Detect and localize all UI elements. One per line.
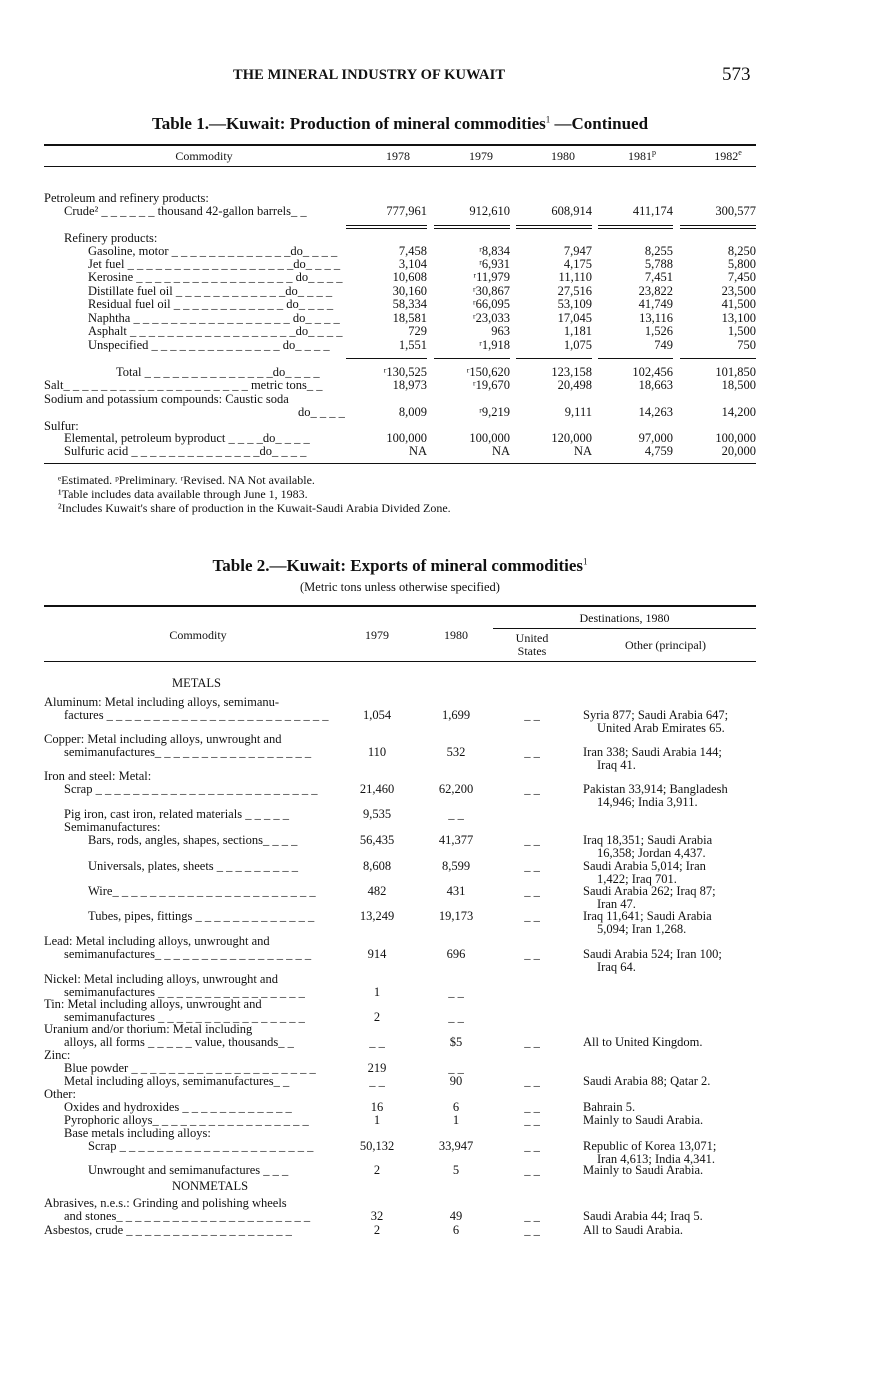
table2-cell-1980: 6	[452, 1100, 460, 1114]
table2-section-heading: METALS	[172, 676, 221, 690]
sum-rule	[598, 358, 673, 359]
table1-cell: 300,577	[715, 204, 756, 218]
table2-row-label: Asbestos, crude _ _ _ _ _ _ _ _ _ _ _ _ _ _ _ _ _ _	[44, 1223, 292, 1237]
table1-cell: 14,200	[721, 405, 756, 419]
sum-rule	[598, 228, 673, 229]
table2-cell-1980: 8,599	[441, 859, 471, 873]
table1-cell: 7,947	[563, 244, 592, 258]
table2-cell-1980: _ _	[448, 807, 464, 821]
table2-row-label: Base metals including alloys:	[64, 1126, 211, 1140]
table1-cell: 101,850	[715, 365, 756, 379]
table1-cell: 411,174	[632, 204, 673, 218]
table1-cell: ʳ11,979	[473, 270, 510, 284]
table2-cell-other: Saudi Arabia 524; Iran 100;	[583, 947, 722, 961]
table1-cell: ʳ130,525	[383, 365, 427, 379]
table2-row-label: Iron and steel: Metal:	[44, 769, 152, 783]
table2-cell-1979: 56,435	[359, 833, 395, 847]
table1-cell: 4,175	[563, 257, 592, 271]
table2-cell-us: _ _	[524, 1074, 540, 1088]
table1-col-header: 1978	[386, 149, 410, 163]
table2-row-label: semimanufactures_ _ _ _ _ _ _ _ _ _ _ _ _ _ _ _ _	[64, 745, 312, 759]
table2-cell-us: _ _	[524, 782, 540, 796]
table1-cell: 4,759	[644, 444, 673, 458]
table2-caption: Table 2.—Kuwait: Exports of mineral commodities$^1$	[212, 556, 588, 575]
table1-cell: NA	[408, 444, 427, 458]
table1-cell: 53,109	[557, 297, 592, 311]
table2-row-label: Scrap _ _ _ _ _ _ _ _ _ _ _ _ _ _ _ _ _ _ _ _ _ _ _ _	[64, 782, 318, 796]
table2-cell-other: Republic of Korea 13,071;	[583, 1139, 717, 1153]
sum-rule	[516, 228, 592, 229]
table2-cell-1980: _ _	[448, 1010, 464, 1024]
sum-rule	[346, 228, 427, 229]
table1-cell: 750	[737, 338, 756, 352]
table1-cell: NA	[573, 444, 592, 458]
table1-row-label: Elemental, petroleum byproduct _ _ _ _do_ _ _ _	[64, 431, 310, 445]
sum-rule	[680, 225, 756, 226]
table1-cell: 14,263	[638, 405, 673, 419]
table2-cell-1979: 2	[373, 1223, 381, 1237]
table1-row-label: Petroleum and refinery products:	[44, 191, 209, 205]
table2-cell-other: All to United Kingdom.	[583, 1035, 703, 1049]
table2-cell-1979: 2	[373, 1163, 381, 1177]
table1-footnote: ²Includes Kuwait's share of production in the Kuwait-Saudi Arabia Divided Zone.	[58, 501, 451, 515]
table1-cell: 100,000	[715, 431, 756, 445]
table1-row-label: Naphtha _ _ _ _ _ _ _ _ _ _ _ _ _ _ _ _ _ do_ _ _ _	[88, 311, 340, 325]
table2-row-label: Zinc:	[44, 1048, 71, 1062]
table2-row-label: Metal including alloys, semimanufactures_ _	[64, 1074, 290, 1088]
table2-cell-other: Saudi Arabia 44; Iraq 5.	[583, 1209, 703, 1223]
table2-cell-other: Saudi Arabia 262; Iraq 87;	[583, 884, 716, 898]
table1-cell: 8,250	[727, 244, 756, 258]
table1-cell: 27,516	[557, 284, 592, 298]
table2-row-label: Universals, plates, sheets _ _ _ _ _ _ _ _ _	[88, 859, 299, 873]
table2-cell-1980: 49	[449, 1209, 463, 1223]
table1-cell: 608,914	[551, 204, 592, 218]
table2-cell-other: United Arab Emirates 65.	[597, 721, 725, 735]
table2-row-label: Semimanufactures:	[64, 820, 161, 834]
table2-cell-us: _ _	[524, 947, 540, 961]
table2-col-commodity: Commodity	[169, 628, 227, 642]
table2-cell-1979: 219	[367, 1061, 387, 1075]
table2-cell-other: Syria 877; Saudi Arabia 647;	[583, 708, 729, 722]
table2-cell-us: _ _	[524, 859, 540, 873]
table1-cell: 17,045	[557, 311, 592, 325]
table2-cell-us: _ _	[524, 1209, 540, 1223]
table2-row-label: Blue powder _ _ _ _ _ _ _ _ _ _ _ _ _ _ _ _ _ _ _ _	[64, 1061, 316, 1075]
table2-row-label: Oxides and hydroxides _ _ _ _ _ _ _ _ _ _ _ _	[64, 1100, 292, 1114]
table1-caption: Table 1.—Kuwait: Production of mineral commodities$^1$ —Continued	[151, 114, 649, 133]
table2-cell-other: Saudi Arabia 88; Qatar 2.	[583, 1074, 711, 1088]
table2-cell-1979: 1	[373, 985, 381, 999]
table1-row-label: Refinery products:	[64, 231, 158, 245]
table2-cell-1980: 19,173	[438, 909, 474, 923]
table2-row-label: Unwrought and semimanufactures _ _ _	[88, 1163, 289, 1177]
table1-cell: 100,000	[469, 431, 510, 445]
table1-cell: ʳ150,620	[466, 365, 510, 379]
table2-row-label: factures _ _ _ _ _ _ _ _ _ _ _ _ _ _ _ _ _ _ _ _ _ _ _ _	[64, 708, 329, 722]
table1-row-label: Sulfur:	[44, 419, 79, 433]
destinations-rule	[493, 628, 756, 629]
sum-rule	[680, 228, 756, 229]
table1-cell: 123,158	[551, 365, 592, 379]
table1-footnote: ¹Table includes data available through June 1, 1983.	[58, 487, 308, 501]
table1-cell: ʳ66,095	[472, 297, 510, 311]
table1-cell: 749	[654, 338, 673, 352]
table1-footnote: ᵉEstimated. ᵖPreliminary. ʳRevised. NA Not available.	[58, 473, 315, 487]
table2-cell-us: _ _	[524, 1139, 540, 1153]
table1-row-label: Gasoline, motor _ _ _ _ _ _ _ _ _ _ _ _ _do_ _ _ _	[88, 244, 338, 258]
table1-cell: 120,000	[551, 431, 592, 445]
table2-cell-1980: 62,200	[438, 782, 474, 796]
table1-header-rule	[44, 166, 756, 167]
table2-cell-other: Iraq 41.	[597, 758, 636, 772]
table1-cell: 729	[408, 324, 427, 338]
table2-cell-other: Saudi Arabia 5,014; Iran	[583, 859, 706, 873]
table2-subtitle: (Metric tons unless otherwise specified)	[300, 580, 500, 594]
table2-cell-1979: 2	[373, 1010, 381, 1024]
table2-cell-other: Iran 338; Saudi Arabia 144;	[583, 745, 722, 759]
table2-top-rule	[44, 605, 756, 607]
table1-cell: 13,116	[639, 311, 673, 325]
table2-cell-1980: 90	[449, 1074, 463, 1088]
table2-cell-other: Iran 4,613; India 4,341.	[597, 1152, 716, 1166]
table1-cell: 41,500	[721, 297, 756, 311]
table1-row-label: Total _ _ _ _ _ _ _ _ _ _ _ _ _ _do_ _ _ _	[116, 365, 320, 379]
table2-col-1979: 1979	[365, 628, 389, 642]
table1-col-header: 1979	[469, 149, 493, 163]
table1-cell: 7,451	[644, 270, 673, 284]
table2-row-label: Pig iron, cast iron, related materials _ _ _ _ _	[64, 807, 289, 821]
sum-rule	[346, 358, 427, 359]
table2-cell-1979: 8,608	[362, 859, 392, 873]
table2-row-label: and stones_ _ _ _ _ _ _ _ _ _ _ _ _ _ _ _ _ _ _ _ _	[64, 1209, 311, 1223]
sum-rule	[516, 358, 592, 359]
table2-cell-1980: 1	[452, 1113, 460, 1127]
table1-row-label: Sodium and potassium compounds: Caustic soda	[44, 392, 289, 406]
table1-row-label: Kerosine _ _ _ _ _ _ _ _ _ _ _ _ _ _ _ _ _ do_ _ _ _	[88, 270, 343, 284]
table2-cell-1979: 32	[370, 1209, 384, 1223]
table2-cell-us: _ _	[524, 745, 540, 759]
table1-cell: 963	[491, 324, 510, 338]
table1-row-label: Unspecified _ _ _ _ _ _ _ _ _ _ _ _ _ _ do_ _ _ _	[88, 338, 330, 352]
table2-row-label: semimanufactures_ _ _ _ _ _ _ _ _ _ _ _ _ _ _ _ _	[64, 947, 312, 961]
table2-row-label: Pyrophoric alloys_ _ _ _ _ _ _ _ _ _ _ _ _ _ _ _ _	[64, 1113, 309, 1127]
sum-rule	[516, 225, 592, 226]
table2-cell-1980: 5	[452, 1163, 460, 1177]
table2-cell-1979: 9,535	[362, 807, 392, 821]
table2-cell-other: Bahrain 5.	[583, 1100, 636, 1114]
table2-cell-other: All to Saudi Arabia.	[583, 1223, 683, 1237]
table2-col-other: Other (principal)	[625, 638, 706, 652]
table1-cell: 23,822	[638, 284, 673, 298]
table2-row-label: Aluminum: Metal including alloys, semimanu-	[44, 695, 280, 709]
table2-cell-1980: 532	[446, 745, 466, 759]
table1-col-header: 1980	[551, 149, 575, 163]
table1-top-rule	[44, 144, 756, 146]
table2-row-label: Abrasives, n.e.s.: Grinding and polishing wheels	[44, 1196, 287, 1210]
table1-cell: ʳ1,918	[479, 338, 510, 352]
table2-row-label: semimanufactures _ _ _ _ _ _ _ _ _ _ _ _ _ _ _ _	[64, 985, 305, 999]
table2-row-label: Copper: Metal including alloys, unwrought and	[44, 732, 282, 746]
table1-row-label: Residual fuel oil _ _ _ _ _ _ _ _ _ _ _ _ do_ _ _ _	[88, 297, 334, 311]
table1-cell: 1,526	[644, 324, 673, 338]
table1-cell: 41,749	[638, 297, 673, 311]
table2-cell-us: _ _	[524, 833, 540, 847]
table2-cell-us: _ _	[524, 1100, 540, 1114]
table1-cell: 30,160	[392, 284, 427, 298]
table1-row-label: Crude² _ _ _ _ _ _ thousand 42-gallon barrels_ _	[64, 204, 307, 218]
table1-cell: ʳ30,867	[472, 284, 510, 298]
table1-cell: 1,181	[563, 324, 592, 338]
table1-cell: 23,500	[721, 284, 756, 298]
table1-cell: 18,500	[721, 378, 756, 392]
table2-header-rule	[44, 661, 756, 662]
table2-cell-us: _ _	[524, 884, 540, 898]
table1-cell: 3,104	[398, 257, 427, 271]
table1-cell: 18,663	[638, 378, 673, 392]
table1-cell: 13,100	[721, 311, 756, 325]
table1-bottom-rule	[44, 463, 756, 464]
table2-cell-1980: 431	[446, 884, 466, 898]
table2-cell-other: Mainly to Saudi Arabia.	[583, 1113, 704, 1127]
table1-cell: 777,961	[386, 204, 427, 218]
table1-cell: 5,800	[727, 257, 756, 271]
table1-cell: ʳ19,670	[472, 378, 510, 392]
sum-rule	[434, 358, 510, 359]
table1-cell: 11,110	[558, 270, 592, 284]
table2-col-united-states-2: States	[517, 644, 547, 658]
table2-col-1980: 1980	[444, 628, 468, 642]
table2-cell-1979: 482	[367, 884, 387, 898]
table2-row-label: semimanufactures _ _ _ _ _ _ _ _ _ _ _ _ _ _ _ _	[64, 1010, 305, 1024]
table1-cell: 912,610	[469, 204, 510, 218]
table1-cell: 1,500	[727, 324, 756, 338]
table2-cell-1980: _ _	[448, 1061, 464, 1075]
table1-cell: NA	[491, 444, 510, 458]
table2-row-label: Wire_ _ _ _ _ _ _ _ _ _ _ _ _ _ _ _ _ _ _ _ _ _	[88, 884, 316, 898]
table1-row-label: Sulfuric acid _ _ _ _ _ _ _ _ _ _ _ _ _ _do_ _ _ _	[64, 444, 307, 458]
table2-row-label: Tubes, pipes, fittings _ _ _ _ _ _ _ _ _ _ _ _ _	[88, 909, 315, 923]
table1-cell: ʳ8,834	[479, 244, 510, 258]
sum-rule	[346, 225, 427, 226]
table2-cell-other: Iran 47.	[597, 897, 636, 911]
table2-cell-1979: 16	[370, 1100, 384, 1114]
table1-row-label: Asphalt _ _ _ _ _ _ _ _ _ _ _ _ _ _ _ _ _ _do_ _ _ _	[88, 324, 343, 338]
table1-cell: 100,000	[386, 431, 427, 445]
table1-cell: ʳ9,219	[479, 405, 510, 419]
table2-cell-us: _ _	[524, 1163, 540, 1177]
table1-row-label: do_ _ _ _	[298, 405, 345, 419]
table2-cell-1980: 33,947	[438, 1139, 474, 1153]
table2-cell-other: 5,094; Iran 1,268.	[597, 922, 687, 936]
table1-cell: 58,334	[392, 297, 427, 311]
table2-col-destinations: Destinations, 1980	[579, 611, 670, 625]
table2-cell-other: Mainly to Saudi Arabia.	[583, 1163, 704, 1177]
table2-row-label: alloys, all forms _ _ _ _ _ value, thousands_ _	[64, 1035, 294, 1049]
table2-cell-1980: 6	[452, 1223, 460, 1237]
table2-cell-1979: 21,460	[359, 782, 395, 796]
table1-cell: 18,581	[392, 311, 427, 325]
table2-cell-1979: 1,054	[362, 708, 392, 722]
table2-col-united-states-1: United	[515, 631, 549, 645]
table2-cell-1980: $5	[449, 1035, 463, 1049]
table1-cell: 7,450	[727, 270, 756, 284]
table2-cell-us: _ _	[524, 1035, 540, 1049]
table1-row-label: Salt_ _ _ _ _ _ _ _ _ _ _ _ _ _ _ _ _ _ _ _ metric tons_ _	[44, 378, 323, 392]
table1-cell: 8,009	[398, 405, 427, 419]
running-header-title: THE MINERAL INDUSTRY OF KUWAIT	[233, 67, 506, 83]
table2-row-label: Tin: Metal including alloys, unwrought and	[44, 997, 262, 1011]
table1-cell: 1,551	[398, 338, 427, 352]
table2-cell-1979: 110	[367, 745, 387, 759]
table2-cell-1980: 41,377	[438, 833, 474, 847]
table2-cell-1980: 696	[446, 947, 466, 961]
table2-cell-1979: 914	[367, 947, 387, 961]
table2-section-heading: NONMETALS	[172, 1179, 249, 1193]
table1-cell: ʳ6,931	[479, 257, 510, 271]
table2-cell-us: _ _	[524, 909, 540, 923]
table1-cell: 102,456	[632, 365, 673, 379]
table1-cell: ʳ23,033	[472, 311, 510, 325]
table2-cell-other: Pakistan 33,914; Bangladesh	[583, 782, 728, 796]
table1-cell: 20,000	[721, 444, 756, 458]
sum-rule	[434, 228, 510, 229]
table2-cell-other: Iraq 11,641; Saudi Arabia	[583, 909, 712, 923]
sum-rule	[680, 358, 756, 359]
table1-cell: 5,788	[644, 257, 673, 271]
table2-row-label: Scrap _ _ _ _ _ _ _ _ _ _ _ _ _ _ _ _ _ _ _ _ _	[88, 1139, 314, 1153]
sum-rule	[434, 225, 510, 226]
table2-cell-other: 14,946; India 3,911.	[597, 795, 698, 809]
table2-cell-1979: 13,249	[359, 909, 395, 923]
table2-cell-1980: _ _	[448, 985, 464, 999]
table1-row-label: Distillate fuel oil _ _ _ _ _ _ _ _ _ _ _ _do_ _ _ _	[88, 284, 333, 298]
table1-cell: 18,973	[392, 378, 427, 392]
table2-cell-us: _ _	[524, 708, 540, 722]
table2-row-label: Bars, rods, angles, shapes, sections_ _ _ _	[88, 833, 298, 847]
table2-cell-1979: 1	[373, 1113, 381, 1127]
table1-cell: 20,498	[557, 378, 592, 392]
table2-row-label: Nickel: Metal including alloys, unwrought and	[44, 972, 278, 986]
table2-cell-other: 16,358; Jordan 4,437.	[597, 846, 706, 860]
table2-row-label: Lead: Metal including alloys, unwrought and	[44, 934, 270, 948]
table2-cell-1979: _ _	[369, 1074, 385, 1088]
table1-cell: 10,608	[392, 270, 427, 284]
table2-row-label: Uranium and/or thorium: Metal including	[44, 1022, 253, 1036]
table1-row-label: Jet fuel _ _ _ _ _ _ _ _ _ _ _ _ _ _ _ _ _ _do_ _ _ _	[88, 257, 341, 271]
table2-cell-1979: 50,132	[359, 1139, 395, 1153]
table2-cell-other: Iraq 64.	[597, 960, 636, 974]
table1-cell: 1,075	[563, 338, 592, 352]
table1-cell: 97,000	[638, 431, 673, 445]
table2-cell-other: Iraq 18,351; Saudi Arabia	[583, 833, 713, 847]
table2-cell-1980: 1,699	[441, 708, 471, 722]
table1-cell: 7,458	[398, 244, 427, 258]
table1-cell: 8,255	[644, 244, 673, 258]
table2-row-label: Other:	[44, 1087, 76, 1101]
table2-cell-1979: _ _	[369, 1035, 385, 1049]
page-number: 573	[722, 64, 751, 85]
table2-cell-us: _ _	[524, 1223, 540, 1237]
table2-cell-other: 1,422; Iraq 701.	[597, 872, 677, 886]
table1-col-header: 1981$^p$	[628, 148, 656, 163]
table1-cell: 9,111	[564, 405, 592, 419]
sum-rule	[598, 225, 673, 226]
table1-col-header: 1982e	[714, 148, 742, 163]
table1-col-header: Commodity	[175, 149, 233, 163]
table2-cell-us: _ _	[524, 1113, 540, 1127]
